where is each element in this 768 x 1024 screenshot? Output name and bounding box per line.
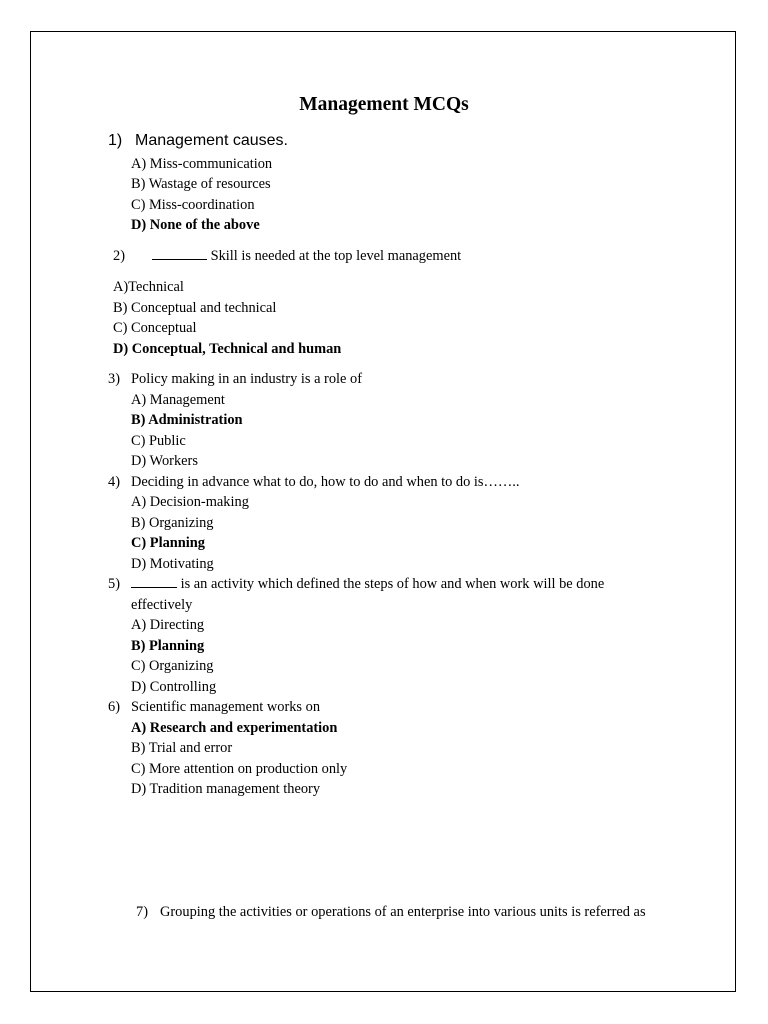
question-4-option-a: A) Decision-making (131, 494, 249, 510)
question-7-text: Grouping the activities or operations of an enterprise into various units is referred as (160, 904, 646, 920)
question-5-option-c: C) Organizing (131, 658, 214, 674)
question-4-option-d: D) Motivating (131, 556, 214, 572)
question-3-option-b-answer: B) Administration (131, 412, 243, 428)
question-3-text: Policy making in an industry is a role of (131, 371, 363, 387)
question-1-option-c: C) Miss-coordination (131, 197, 255, 213)
question-1-text: Management causes. (135, 132, 288, 149)
question-1-number: 1) (108, 132, 123, 149)
question-6-option-c: C) More attention on production only (131, 761, 348, 777)
question-1 (108, 130, 288, 152)
question-1-option-a: A) Miss-communication (131, 156, 273, 172)
question-2-option-a: A)Technical (113, 279, 184, 295)
question-7-number: 7) (136, 904, 148, 920)
question-1-option-b: B) Wastage of resources (131, 176, 271, 192)
question-2-option-b: B) Conceptual and technical (113, 300, 277, 316)
question-2-option-c: C) Conceptual (113, 320, 197, 336)
question-5-text: is an activity which defined the steps of how and when work will be done (177, 576, 605, 592)
question-5-option-b-answer: B) Planning (131, 638, 205, 654)
question-4-option-b: B) Organizing (131, 515, 214, 531)
question-5-option-d: D) Controlling (131, 679, 217, 695)
question-7 (136, 903, 646, 921)
question-4-text: Deciding in advance what to do, how to do and when to do is…….. (131, 474, 520, 490)
question-6-option-a-answer: A) Research and experimentation (131, 720, 338, 736)
question-2-blank (152, 247, 207, 260)
question-3-number: 3) (108, 371, 120, 387)
question-2-text: Skill is needed at the top level management (207, 248, 462, 264)
question-3-option-c: C) Public (131, 433, 186, 449)
question-4-option-c-answer: C) Planning (131, 535, 205, 551)
question-6-number: 6) (108, 699, 120, 715)
question-6 (108, 698, 320, 716)
question-2 (113, 247, 461, 265)
question-4 (108, 473, 519, 491)
question-2-number: 2) (113, 248, 125, 264)
question-6-option-b: B) Trial and error (131, 740, 233, 756)
question-6-text: Scientific management works on (131, 699, 321, 715)
question-5-option-a: A) Directing (131, 617, 205, 633)
question-5 (108, 575, 604, 593)
question-2-option-d-answer: D) Conceptual, Technical and human (113, 341, 342, 357)
question-3-option-d: D) Workers (131, 453, 198, 469)
question-4-number: 4) (108, 474, 120, 490)
page-title: Management MCQs (299, 94, 469, 115)
question-1-option-d-answer: D) None of the above (131, 217, 260, 233)
question-5-blank (131, 575, 177, 588)
question-5-number: 5) (108, 576, 120, 592)
question-5-text-continued: effectively (131, 597, 193, 613)
question-3-option-a: A) Management (131, 392, 225, 408)
question-6-option-d: D) Tradition management theory (131, 781, 321, 797)
question-3 (108, 370, 362, 388)
